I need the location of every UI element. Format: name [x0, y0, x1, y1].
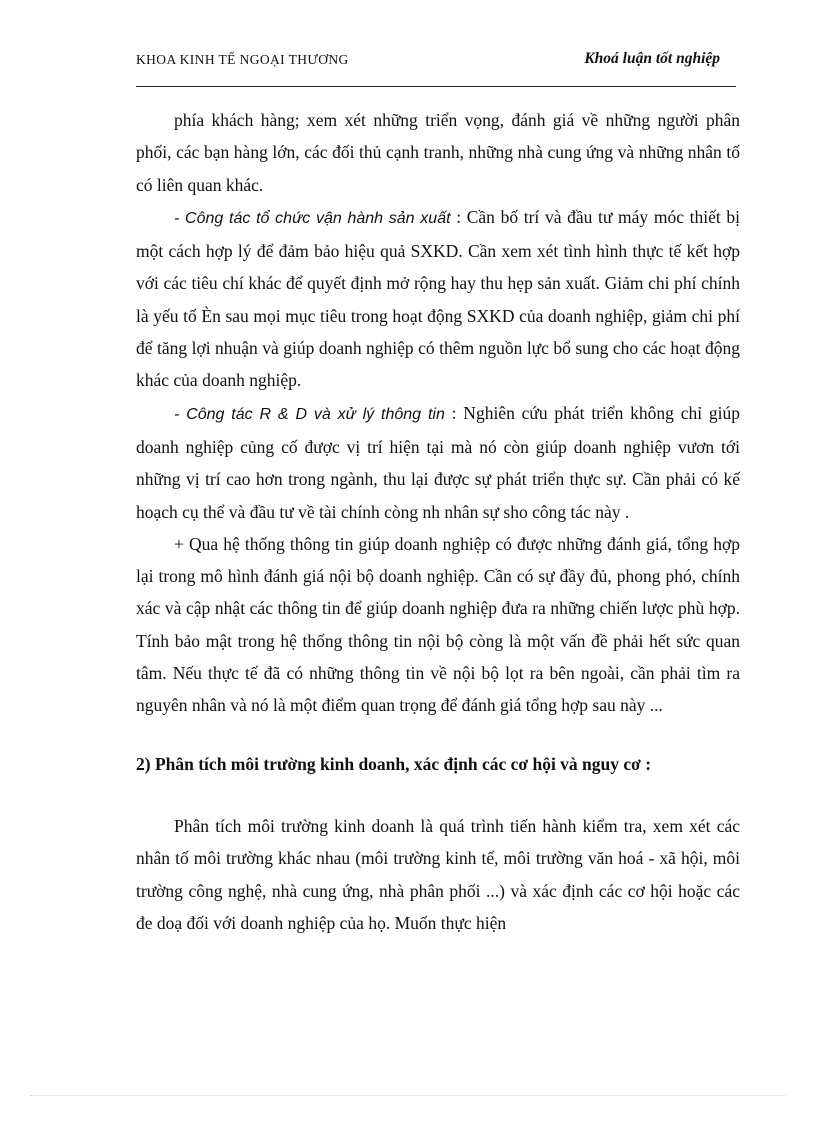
document-body [136, 104, 740, 939]
paragraph-3-body: : Nghiên cứu phát triển không chỉ giúp doanh nghiệp củng cố được vị trí hiện tại mà nó còn giúp doanh nghiệp vươn tới những vị trí cao hơn trong ngành, thu lại được sự phát triển thực sự. Cần phải có kế hoạch cụ thể và đầu tư về tài chính còng nh nhân sự sho công tác này . [136, 402, 741, 522]
paragraph-2-body: : Cần bố trí và đầu tư máy móc thiết bị một cách hợp lý để đảm bảo hiệu quả SXKD. Cần xem xét tình hình thực tế kết hợp với các tiêu chí khác để quyết định mở rộng hay thu hẹp sản xuất. Giảm chi phí chính là yếu tố Èn sau mọi mục tiêu trong hoạt động SXKD của doanh nghiệp, giảm chi phí để tăng lợi nhuận và giúp doanh nghiệp có thêm nguồn lực bổ sung cho các hoạt động khác của doanh nghiệp. [136, 206, 740, 391]
header-thesis-label: Khoá luận tốt nghiệp [584, 50, 720, 67]
paragraph-5: Phân tích môi trường kinh doanh là quá trình tiến hành kiểm tra, xem xét các nhân tố môi trường khác nhau (môi trường kinh tế, môi trường văn hoá - xã hội, môi trường công nghệ, nhà cung ứng, nhà phân phối ...) và xác định các cơ hội hoặc các đe doạ đối với doanh nghiệp của họ. Muốn thực hiện [136, 815, 740, 933]
paragraph-4: + Qua hệ thống thông tin giúp doanh nghiệp có được những đánh giá, tổng hợp lại trong mô hình đánh giá nội bộ doanh nghiệp. Cần có sự đầy đủ, phong phó, chính xác và cập nhật các thông tin để giúp doanh nghiệp đưa ra những chiến lược phù hợp. Tính bảo mật trong hệ thống thông tin nội bộ còng là một vấn đề phải hết sức quan tâm. Nếu thực tế đã có những thông tin về nội bộ lọt ra bên ngoài, cần phải tìm ra nguyên nhân và nó là một điểm quan trọng để đánh giá tổng hợp sau này ... [136, 533, 740, 716]
header-divider [136, 86, 736, 87]
page-header [136, 50, 720, 72]
paragraph-2 [136, 201, 740, 397]
paragraph-3-lead: - Công tác R & D và xử lý thông tin [174, 405, 445, 423]
page-bottom-divider [30, 1095, 786, 1096]
paragraph-3 [136, 397, 740, 528]
section-heading: 2) Phân tích môi trường kinh doanh, xác định các cơ hội và nguy cơ : [136, 753, 652, 774]
paragraph-1: phía khách hàng; xem xét những triển vọng, đánh giá về những người phân phối, các bạn hàng lớn, các đối thủ cạnh tranh, những nhà cung ứng và những nhân tố có liên quan khác. [136, 110, 740, 195]
paragraph-2-lead: - Công tác tổ chức vận hành sản xuất [174, 209, 451, 227]
header-faculty: KHOA KINH TẾ NGOẠI THƯƠNG [136, 52, 349, 67]
